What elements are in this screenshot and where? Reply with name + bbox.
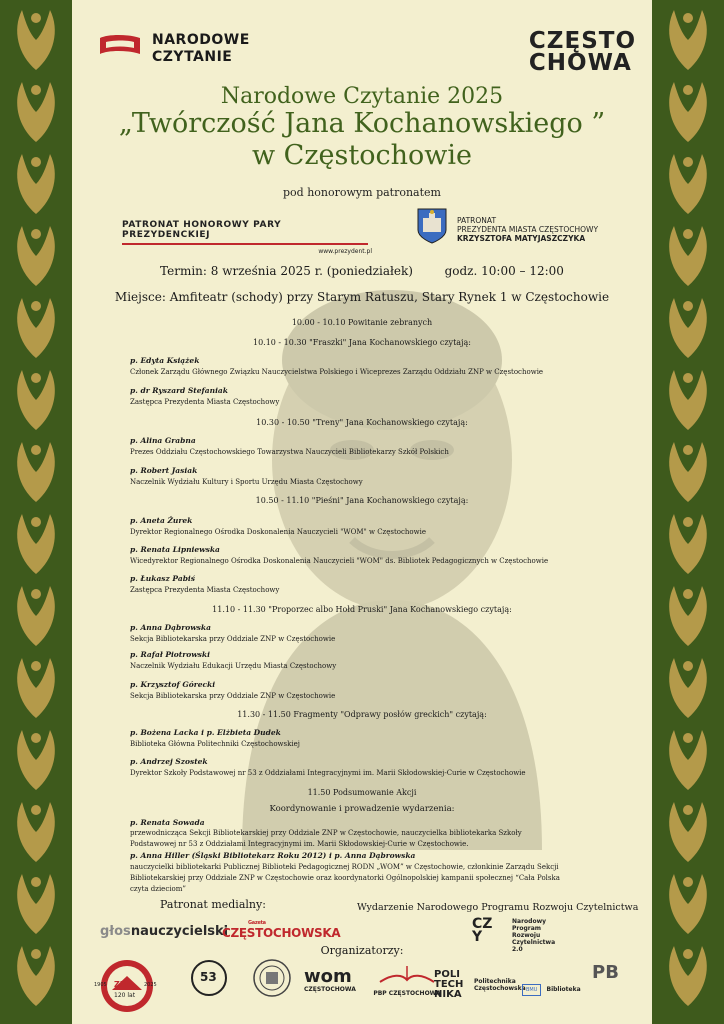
pb-logo <box>592 962 622 983</box>
reader-name: p. Alina Grabna <box>130 436 196 445</box>
logo-left-line1: NARODOWE <box>152 32 250 48</box>
znp-year-end: 2025 <box>144 982 157 988</box>
sp53-logo <box>184 958 234 998</box>
wom-label: wom <box>304 966 352 987</box>
poli-line2: TECH <box>434 979 464 990</box>
reader-name: p. Łukasz Pabiś <box>130 574 196 583</box>
glos-nauczycielski-logo <box>100 924 228 939</box>
ornament-icon <box>8 72 64 142</box>
glos-part-a: głos <box>100 924 131 939</box>
schedule-item: 10.30 - 10.50 "Treny" Jana Kochanowskiego czytają: <box>256 418 468 427</box>
glos-part-b: nauczycielski <box>130 924 229 939</box>
ornament-icon <box>8 432 64 502</box>
ornament-icon <box>660 936 716 1006</box>
reader-name: p. Krzysztof Górecki <box>130 680 216 689</box>
reader-role: Biblioteka Główna Politechniki Częstochowskiej <box>130 740 300 748</box>
czestochowa-logo <box>529 30 636 74</box>
event-date <box>72 264 652 278</box>
schedule-item: 11.30 - 11.50 Fragmenty "Odprawy posłów greckich" czytają: <box>237 710 487 719</box>
ornament-icon <box>660 504 716 574</box>
wom-logo <box>304 968 368 993</box>
ornament-icon <box>8 144 64 214</box>
narodowe-czytanie-logo <box>98 30 278 70</box>
sp53-label: 53 <box>200 970 217 984</box>
politechnika-name: Politechnika Częstochowska <box>474 978 526 992</box>
ornament-icon <box>8 216 64 286</box>
logo-left-line2: CZYTANIE <box>152 49 233 65</box>
reader-role: Naczelnik Wydziału Edukacji Urzędu Miasta Częstochowy <box>130 662 337 670</box>
organizers-logos <box>92 958 652 1018</box>
reader-role: Zastępca Prezydenta Miasta Częstochowy <box>130 398 280 406</box>
reader-role: Dyrektor Regionalnego Ośrodka Doskonalenia Nauczycieli "WOM" w Częstochowie <box>130 528 427 536</box>
nprc-text: Narodowy Program Rozwoju Czytelnictwa 2.0 <box>512 918 556 953</box>
ornament-icon <box>660 0 716 70</box>
reader-role: Zastępca Prezydenta Miasta Częstochowy <box>130 586 280 594</box>
poster-page <box>72 0 652 1024</box>
ornament-icon <box>660 576 716 646</box>
book-logo-icon <box>98 34 142 60</box>
reader-name: p. Renata Lipniewska <box>130 545 220 554</box>
ornament-icon <box>8 288 64 358</box>
ornament-icon <box>660 792 716 862</box>
reader-role: Wicedyrektor Regionalnego Ośrodka Doskonalenia Nauczycieli "WOM" ds. Bibliotek Pedagogicznych w Częstochowie <box>130 557 549 565</box>
ornament-icon <box>8 0 64 70</box>
reader-role: Sekcja Bibliotekarska przy Oddziale ZNP w Częstochowie <box>130 635 336 643</box>
nprc-event-note: Wydarzenie Narodowego Programu Rozwoju Czytelnictwa <box>357 902 639 913</box>
reader-name: p. Edyta Książek <box>130 356 200 365</box>
ornament-icon <box>8 360 64 430</box>
event-place: Miejsce: Amfiteatr (schody) przy Starym Ratuszu, Stary Rynek 1 w Częstochowie <box>114 290 610 304</box>
znp-logo <box>92 958 162 1018</box>
ornament-icon <box>8 864 64 934</box>
ornament-icon <box>660 216 716 286</box>
reader-role: Sekcja Bibliotekarska przy Oddziale ZNP w Częstochowie <box>130 692 336 700</box>
reader-name: p. Bożena Lacka i p. Elżbieta Dudek <box>130 728 281 737</box>
coordinator-role: nauczycielki bibliotekarki Publicznej Biblioteki Pedagogicznej RODN „WOM” w Częstochowie, członkinie Zarządu Sekcji Bibliotekarskiej przy Oddziale ZNP w Częstochowie oraz koordynatorki Ogólnopolskiej kampanii społecznej “Cała Polska czyta dzieciom” <box>130 863 560 893</box>
ornament-icon <box>8 720 64 790</box>
reader-name: p. Andrzej Szostek <box>130 757 208 766</box>
biblioteka-logo: BMU Biblioteka <box>522 976 582 996</box>
presidential-patronage-text: PATRONAT HONOROWY PARY PREZYDENCKIEJ <box>122 220 282 240</box>
coordinator-role: przewodnicząca Sekcji Bibliotekarskiej przy Oddziale ZNP w Częstochowie, nauczycielka bibliotekarka Szkoły Podstawowej nr 53 z Oddziałami Integracyjnymi im. Marii Skłodowskiej-Curie w Częstochowie. <box>130 829 522 848</box>
title-line-1: Narodowe Czytanie 2025 <box>220 84 504 109</box>
presidential-url: www.prezydent.pl <box>318 248 372 255</box>
city-patronage <box>417 208 647 248</box>
gazeta-top: Gazeta <box>248 920 266 926</box>
presidential-patronage <box>122 220 372 255</box>
znp-year-start: 1905 <box>94 982 107 988</box>
coordinator-name: p. Anna Hiller (Śląski Bibliotekarz Roku 2012) i p. Anna Dąbrowska <box>130 851 416 860</box>
schedule-item: 10.50 - 11.10 "Pieśni" Jana Kochanowskiego czytają: <box>255 496 469 505</box>
schedule-item: 10.00 - 10.10 Powitanie zebranych <box>291 318 433 327</box>
ornament-icon <box>8 936 64 1006</box>
poli-line3: NIKA <box>434 989 462 1000</box>
title-line-2: „Twórczość Jana Kochanowskiego ” <box>118 108 606 139</box>
ornament-icon <box>660 720 716 790</box>
gazeta-name: CZĘSTOCHOWSKA <box>222 926 341 940</box>
city-patronage-line1: PATRONAT <box>457 216 497 225</box>
patronage-intro: pod honorowym patronatem <box>283 186 441 199</box>
pbp-label: PBP CZĘSTOCHOWA <box>373 990 441 997</box>
znp-label: ZNP <box>114 980 133 989</box>
reader-name: p. Aneta Żurek <box>130 516 193 525</box>
coordinator-name: p. Renata Sowada <box>130 818 205 827</box>
open-book-icon <box>372 960 442 986</box>
divider <box>122 243 368 245</box>
reader-name: p. Anna Dąbrowska <box>130 623 211 632</box>
reader-role: Dyrektor Szkoły Podstawowej nr 53 z Oddziałami Integracyjnymi im. Marii Skłodowskiej-Curie w Częstochowie <box>130 769 526 777</box>
pb-label: PB <box>592 962 619 983</box>
city-patronage-line3: KRZYSZTOFA MATYJASZCZYKA <box>457 234 586 243</box>
ornament-icon <box>660 648 716 718</box>
reader-role: Naczelnik Wydziału Kultury i Sportu Urzędu Miasta Częstochowy <box>130 478 363 486</box>
ornament-icon <box>8 648 64 718</box>
ornament-icon <box>660 864 716 934</box>
ornament-icon <box>8 504 64 574</box>
event-hours: godz. 10:00 – 12:00 <box>444 264 564 278</box>
ornament-icon <box>660 288 716 358</box>
ornament-icon <box>8 792 64 862</box>
reader-name: p. Rafał Piotrowski <box>130 650 210 659</box>
reader-role: Członek Zarządu Głównego Związku Nauczycielstwa Polskiego i Wiceprezes Zarządu Oddziału ZNP w Częstochowie <box>130 368 544 376</box>
schedule-item: 11.10 - 11.30 "Proporzec albo Hołd Pruski" Jana Kochanowskiego czytają: <box>212 605 512 614</box>
right-border <box>652 0 724 1024</box>
schedule-item: 11.50 Podsumowanie Akcji <box>307 788 417 797</box>
ornament-icon <box>660 360 716 430</box>
city-patronage-line2: PREZYDENTA MIASTA CZĘSTOCHOWY <box>457 225 599 234</box>
seal-icon <box>252 958 292 998</box>
organizers-heading: Organizatorzy: <box>320 944 404 957</box>
ornament-icon <box>660 72 716 142</box>
coordination-heading: Koordynowanie i prowadzenie wydarzenia: <box>269 804 455 814</box>
left-border <box>0 0 72 1024</box>
biblioteka-label: Biblioteka <box>546 986 581 993</box>
nprc-mark: CZY <box>472 916 493 945</box>
reader-role: Prezes Oddziału Częstochowskiego Towarzystwa Nauczycieli Bibliotekarzy Szkół Polskich <box>130 448 449 456</box>
library-seal-logo <box>252 958 292 998</box>
reader-name: p. dr Ryszard Stefaniak <box>130 386 228 395</box>
event-termin: Termin: 8 września 2025 r. (poniedziałek) <box>160 264 413 278</box>
znp-years: 120 lat <box>114 992 136 999</box>
ornament-icon <box>660 432 716 502</box>
gazeta-czestochowska-logo <box>222 920 340 940</box>
logo-right-line2: CHOWA <box>528 50 632 76</box>
pbp-logo <box>372 960 442 997</box>
media-patronage-heading: Patronat medialny: <box>160 898 266 911</box>
logo-right-line1: CZĘSTO <box>528 28 636 54</box>
ornament-icon <box>660 144 716 214</box>
ornament-icon <box>8 576 64 646</box>
poli-line1: POLI <box>434 969 460 980</box>
city-crest-icon <box>417 208 447 244</box>
title-line-3: w Częstochowie <box>251 140 472 171</box>
schedule-item: 10.10 - 10.30 "Fraszki" Jana Kochanowskiego czytają: <box>252 338 472 347</box>
wom-city: CZĘSTOCHOWA <box>304 986 356 993</box>
reader-name: p. Robert Jasiak <box>130 466 198 475</box>
